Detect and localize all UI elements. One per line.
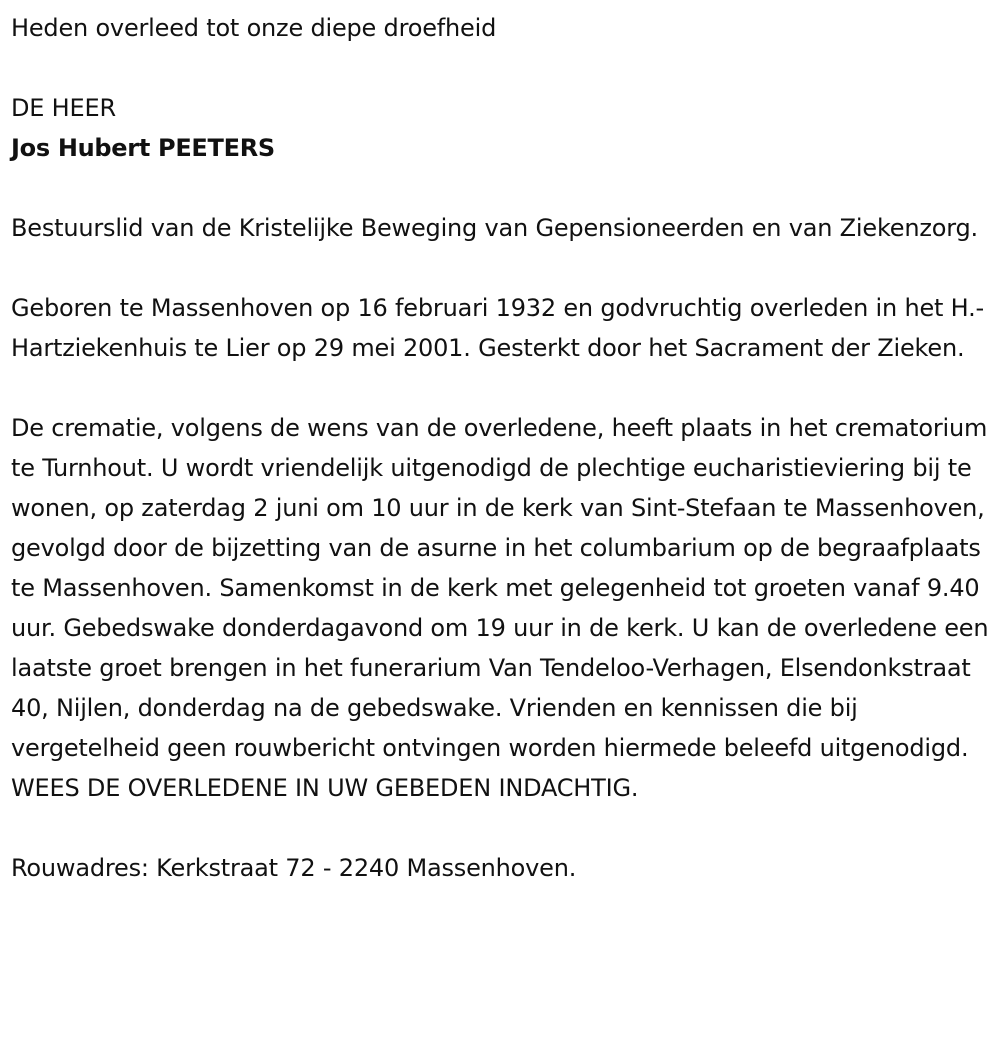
birth-death-paragraph: Geboren te Massenhoven op 16 februari 1932 en godvruchtig overleden in het H.-Hartziekenhuis te Lier op 29 mei 2001. Gesterkt door het Sacrament der Zieken. bbox=[11, 294, 984, 362]
deceased-name: Jos Hubert PEETERS bbox=[11, 134, 275, 162]
obituary-notice bbox=[11, 8, 991, 888]
honorific-title: DE HEER bbox=[11, 94, 116, 122]
intro-line: Heden overleed tot onze diepe droefheid bbox=[11, 14, 497, 42]
ceremony-paragraph: De crematie, volgens de wens van de overledene, heeft plaats in het crematorium te Turnhout. U wordt vriendelijk uitgenodigd de plechtige eucharistieviering bij te wonen, op zaterdag 2 juni om 10 uur in de kerk van Sint-Stefaan te Massenhoven, gevolgd door de bijzetting van de asurne in het columbarium op de begraafplaats te Massenhoven. Samenkomst in de kerk met gelegenheid tot groeten vanaf 9.40 uur. Gebedswake donderdagavond om 19 uur in de kerk. U kan de overledene een laatste groet brengen in het funerarium Van Tendeloo-Verhagen, Elsendonkstraat 40, Nijlen, donderdag na de gebedswake. Vrienden en kennissen die bij vergetelheid geen rouwbericht ontvingen worden hiermede beleefd uitgenodigd. WEES DE OVERLEDENE IN UW GEBEDEN INDACHTIG. bbox=[11, 414, 989, 802]
mourning-address: Rouwadres: Kerkstraat 72 - 2240 Massenhoven. bbox=[11, 854, 577, 882]
role-paragraph: Bestuurslid van de Kristelijke Beweging van Gepensioneerden en van Ziekenzorg. bbox=[11, 214, 978, 242]
